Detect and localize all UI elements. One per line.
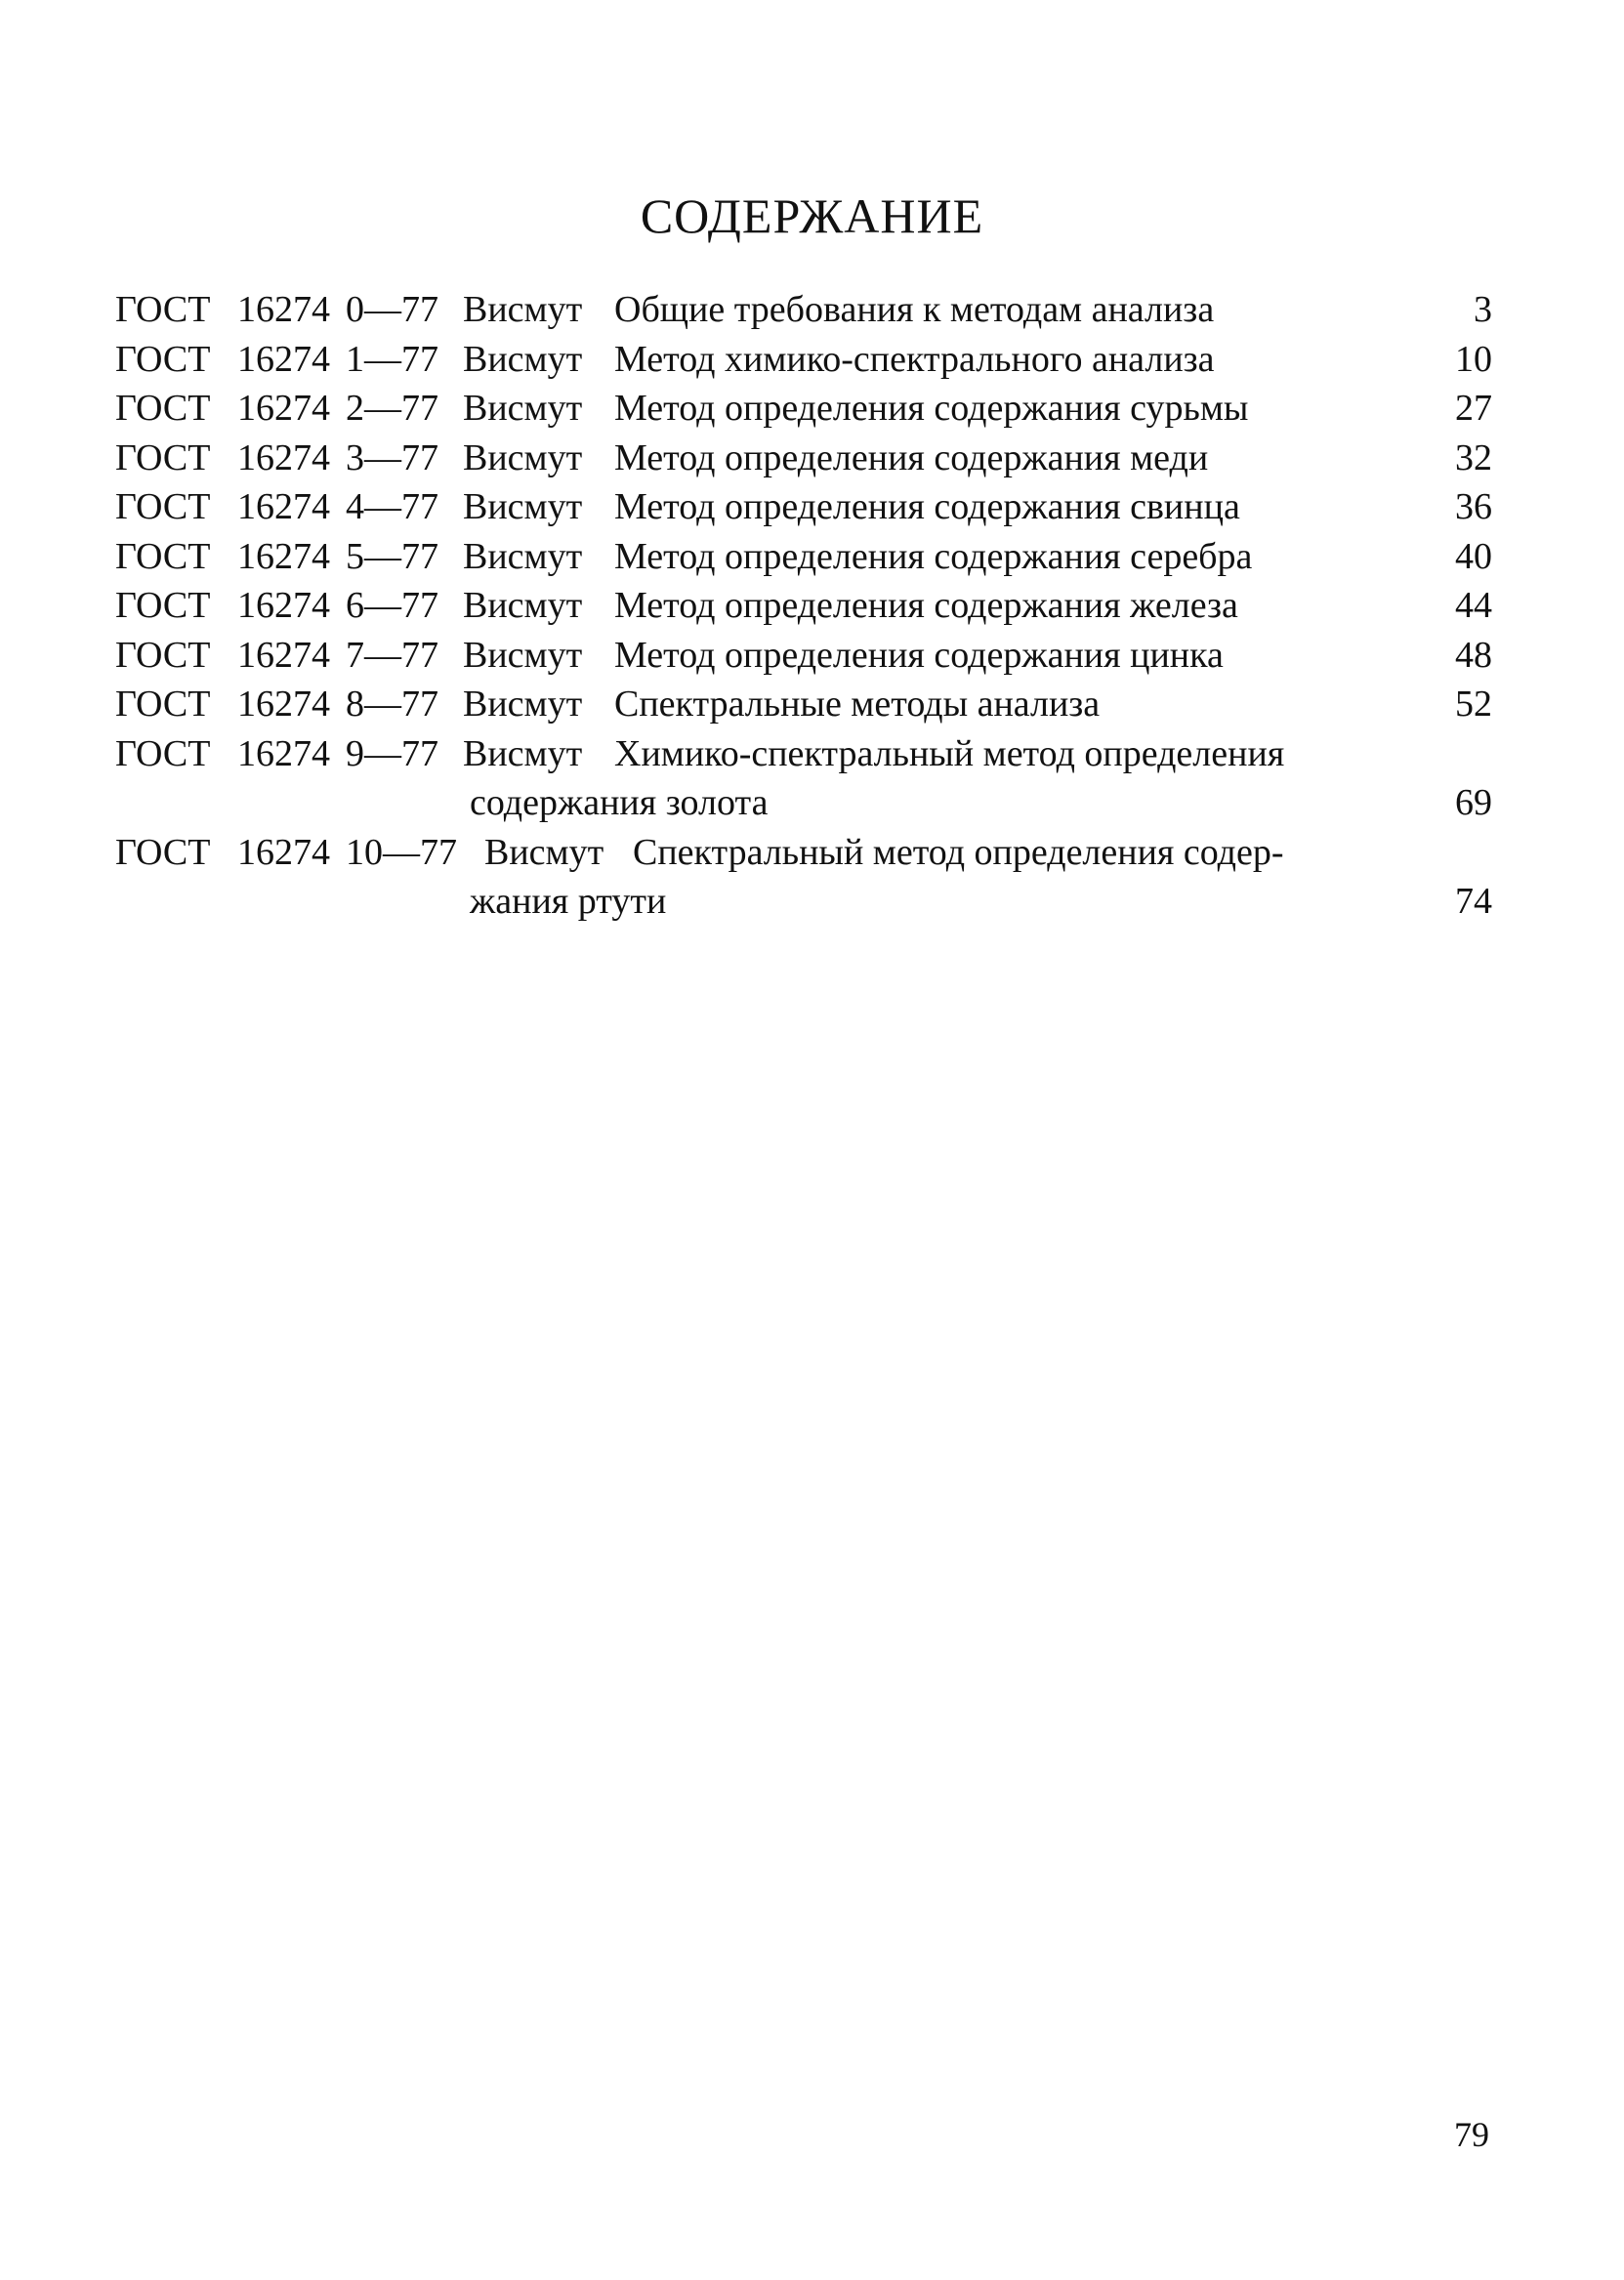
toc-standard-number: 16274 (237, 338, 330, 380)
toc-standard-number: 16274 (237, 486, 330, 527)
toc-description: Метод определения содержания сурьмы (614, 388, 1249, 429)
toc-standard-code: 6—77 (346, 585, 438, 626)
page-number: 79 (1454, 2115, 1489, 2154)
toc-line (115, 532, 1492, 582)
toc-standard-prefix: ГОСТ (115, 831, 211, 873)
toc-page-number: 40 (1455, 535, 1492, 577)
toc-page-number: 36 (1455, 486, 1492, 527)
toc-subject: Висмут (463, 289, 583, 330)
toc-description-continuation: жания ртути (470, 881, 667, 922)
toc-standard-prefix: ГОСТ (115, 486, 211, 527)
toc-line (115, 729, 1492, 779)
toc-description-continuation: содержания золота (470, 782, 769, 823)
toc-line (115, 434, 1492, 483)
toc-standard-code: 8—77 (346, 684, 438, 725)
toc-line (115, 631, 1492, 681)
toc-entry (115, 680, 1492, 729)
toc-standard-prefix: ГОСТ (115, 535, 211, 577)
toc-description: Метод определения содержания цинка (614, 634, 1224, 676)
page-title: СОДЕРЖАНИЕ (640, 188, 984, 243)
toc-line (115, 828, 1492, 878)
toc-standard-code: 0—77 (346, 289, 438, 330)
toc-standard-number: 16274 (237, 634, 330, 676)
toc-standard-prefix: ГОСТ (115, 338, 211, 380)
toc-standard-number: 16274 (237, 388, 330, 429)
toc-entry (115, 434, 1492, 483)
toc-line (115, 285, 1492, 335)
toc-line (115, 335, 1492, 385)
toc-standard-code: 5—77 (346, 535, 438, 577)
toc-line (115, 482, 1492, 532)
toc-standard-number: 16274 (237, 535, 330, 577)
toc-subject: Висмут (463, 535, 583, 577)
toc-subject: Висмут (463, 732, 583, 774)
toc-standard-prefix: ГОСТ (115, 436, 211, 478)
toc-entry (115, 482, 1492, 532)
toc-page-number: 3 (1474, 289, 1492, 330)
toc-standard-prefix: ГОСТ (115, 732, 211, 774)
toc-page-number: 69 (1455, 782, 1492, 823)
toc-standard-code: 2—77 (346, 388, 438, 429)
toc-subject: Висмут (463, 634, 583, 676)
toc-standard-code: 7—77 (346, 634, 438, 676)
toc-page-number: 10 (1455, 338, 1492, 380)
toc-standard-prefix: ГОСТ (115, 684, 211, 725)
toc-standard-number: 16274 (237, 585, 330, 626)
toc-standard-code: 9—77 (346, 732, 438, 774)
toc-entry (115, 285, 1492, 335)
toc-description: Спектральный метод определения содер- (633, 831, 1284, 873)
toc-subject: Висмут (463, 338, 583, 380)
toc-subject: Висмут (463, 684, 583, 725)
toc-entry (115, 384, 1492, 434)
toc-page-number: 48 (1455, 634, 1492, 676)
toc-page-number: 74 (1455, 881, 1492, 922)
toc-standard-prefix: ГОСТ (115, 585, 211, 626)
toc-standard-prefix: ГОСТ (115, 634, 211, 676)
toc-description: Метод определения содержания меди (614, 436, 1209, 478)
toc-subject: Висмут (484, 831, 604, 873)
toc-entry (115, 631, 1492, 681)
toc-entry (115, 828, 1492, 927)
toc-standard-number: 16274 (237, 289, 330, 330)
toc-page-number: 32 (1455, 436, 1492, 478)
toc-standard-prefix: ГОСТ (115, 289, 211, 330)
toc-description: Метод определения содержания свинца (614, 486, 1240, 527)
toc-standard-number: 16274 (237, 436, 330, 478)
toc-line (115, 680, 1492, 729)
toc-description: Спектральные методы анализа (614, 684, 1101, 725)
toc-line (115, 384, 1492, 434)
toc-line-continuation (115, 877, 1492, 927)
toc-subject: Висмут (463, 436, 583, 478)
toc-page-number: 27 (1455, 388, 1492, 429)
toc-line-continuation (115, 778, 1492, 828)
toc-description: Общие требования к методам анализа (614, 289, 1215, 330)
toc-standard-code: 1—77 (346, 338, 438, 380)
toc-description: Метод определения содержания железа (614, 585, 1238, 626)
toc-entry (115, 532, 1492, 582)
toc-entry (115, 335, 1492, 385)
toc-entry (115, 581, 1492, 631)
toc-subject: Висмут (463, 486, 583, 527)
toc-standard-code: 3—77 (346, 436, 438, 478)
table-of-contents (115, 285, 1492, 927)
toc-standard-code: 4—77 (346, 486, 438, 527)
toc-standard-number: 16274 (237, 684, 330, 725)
toc-standard-number: 16274 (237, 831, 330, 873)
toc-subject: Висмут (463, 585, 583, 626)
toc-description: Химико-спектральный метод определения (614, 732, 1285, 774)
toc-page-number: 52 (1455, 684, 1492, 725)
toc-standard-code: 10—77 (346, 831, 457, 873)
toc-standard-number: 16274 (237, 732, 330, 774)
toc-description: Метод определения содержания серебра (614, 535, 1253, 577)
toc-subject: Висмут (463, 388, 583, 429)
toc-description: Метод химико-спектрального анализа (614, 338, 1215, 380)
toc-page-number: 44 (1455, 585, 1492, 626)
toc-line (115, 581, 1492, 631)
toc-standard-prefix: ГОСТ (115, 388, 211, 429)
toc-entry (115, 729, 1492, 828)
